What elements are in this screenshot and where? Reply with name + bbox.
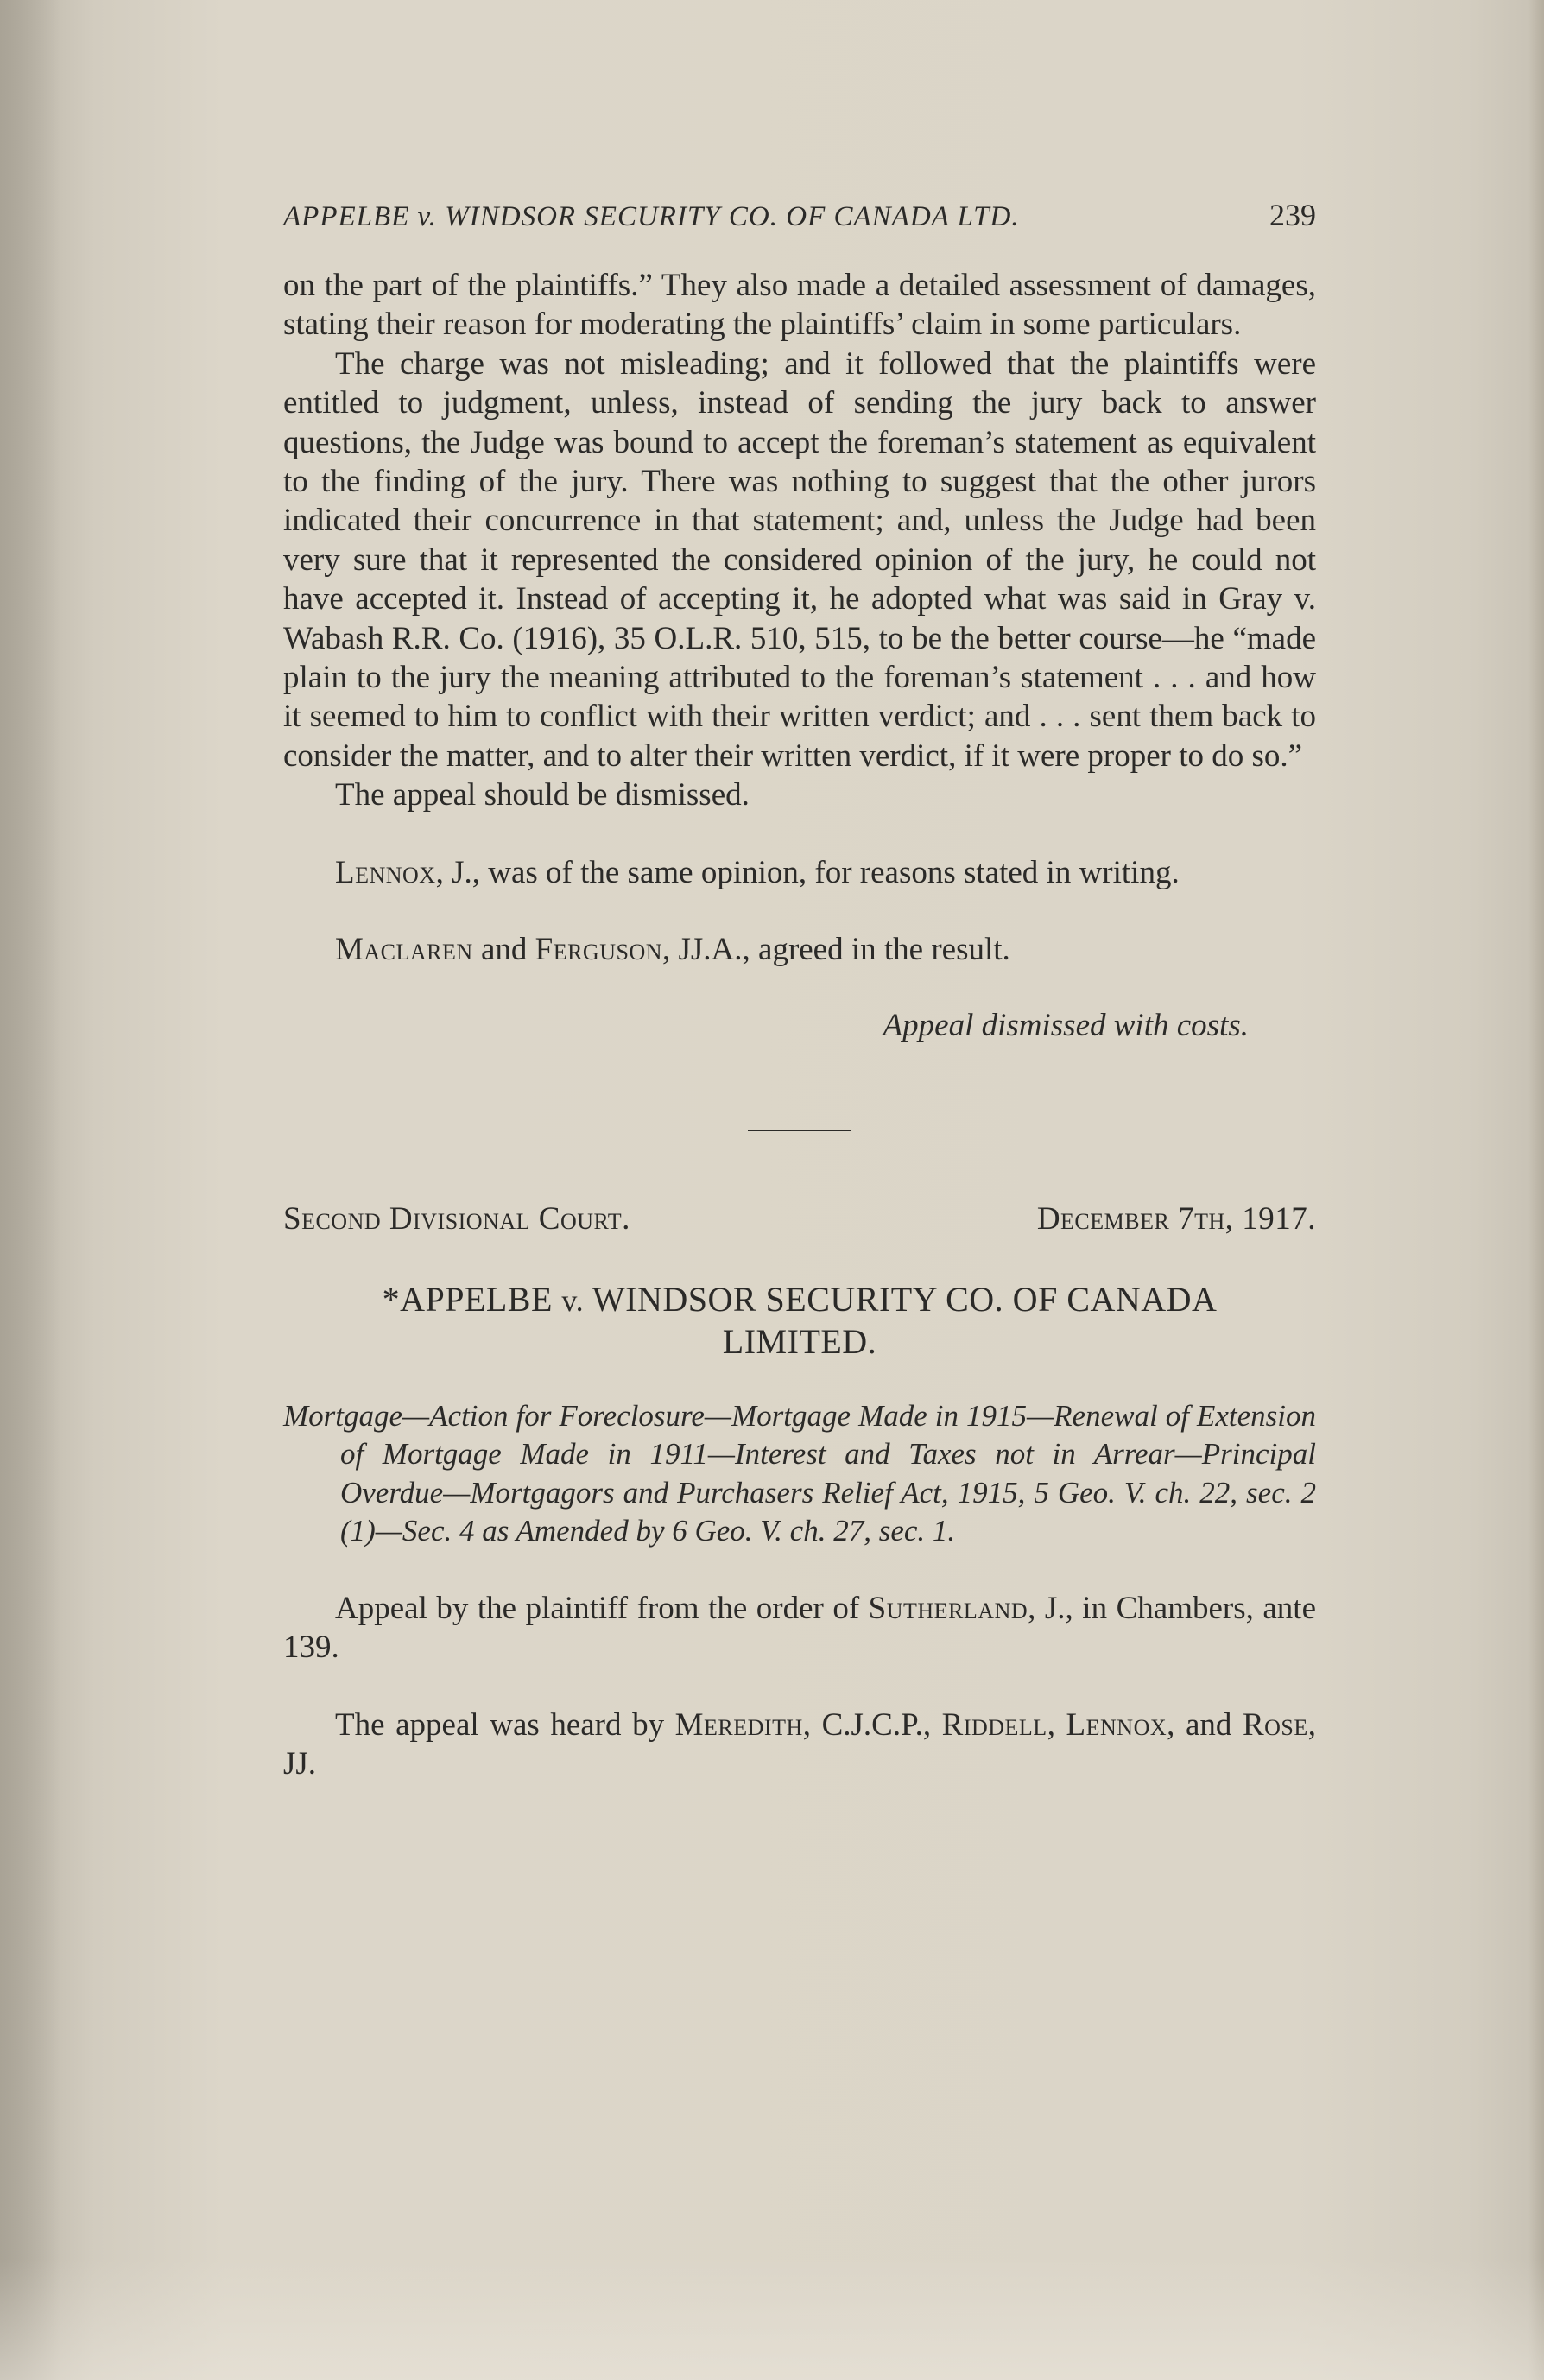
judge-name: Lennox [1066, 1706, 1167, 1743]
judge-name: Meredith [674, 1706, 803, 1743]
case-title [283, 1279, 1316, 1363]
section-divider [748, 1130, 851, 1131]
disposition: Appeal dismissed with costs. [883, 1007, 1249, 1043]
headnote: Mortgage—Action for Foreclosure—Mortgage Made in 1915—Renewal of Extension of Mortgage Made in 1911—Interest and Taxes not in Arrear—Principal Overdue—Mortgagors and Purchasers Relief Act, 1915, 5 Geo. V. ch. 22, sec. 2 (1)—Sec. 4 as Amended by 6 Geo. V. ch. 27, sec. 1. [283, 1398, 1316, 1548]
connector-text: and [472, 932, 535, 968]
judge-name: Maclaren [335, 932, 473, 968]
heard-text: The appeal was heard by [335, 1706, 675, 1743]
case-title-versus: v. [561, 1282, 585, 1318]
lennox-opinion [283, 853, 1316, 892]
case-title-prefix: *APPELBE [382, 1279, 562, 1319]
decision-date: December 7th, 1917. [1036, 1200, 1316, 1237]
judge-name: Rose [1242, 1706, 1308, 1743]
concurrence [283, 930, 1316, 969]
page-content [283, 197, 1316, 1784]
page-number: 239 [1269, 198, 1316, 232]
appeal-statement [283, 1589, 1316, 1668]
heard-text: , C.J.C.P., [802, 1706, 942, 1743]
running-head-title: APPELBE v. WINDSOR SECURITY CO. OF CANADA LTD. [283, 201, 1020, 232]
paragraph-charge: The charge was not misleading; and it followed that the plaintiffs were entitled to judgment, unless, instead of sending the jury back to answer questions, the Judge was bound to accept the foreman’s statement as equivalent to the finding of the jury. There was nothing to suggest that the other jurors indicated their concurrence in that statement; and, unless the Judge had been very sure that it represented the considered opinion of the jury, he could not have accepted it. Instead of accepting it, he adopted what was said in Gray v. Wabash R.R. Co. (1916), 35 O.L.R. 510, 515, to be the better course—he “made plain to the jury the meaning attributed to the foreman’s statement . . . and how it seemed to him to conflict with their written verdict; and . . . sent them back to consider the matter, and to alter their written verdict, if it were proper to do so.” [283, 345, 1316, 774]
case-title-line-1 [283, 1279, 1316, 1321]
running-head [283, 197, 1316, 233]
paragraph-continuation: on the part of the plaintiffs.” They also made a detailed assessment of damages, stating their reason for moderating the plaintiffs’ claim in some particulars. [283, 268, 1316, 343]
court-date-line [283, 1200, 1316, 1237]
case-title-line-2: LIMITED. [722, 1321, 877, 1361]
judge-name: Ferguson [535, 932, 662, 968]
page-bottom-fade [0, 2259, 1544, 2380]
case-title-suffix: WINDSOR SECURITY CO. OF CANADA [584, 1279, 1218, 1319]
heard-text: , and [1167, 1706, 1243, 1743]
binding-gutter-shadow [0, 0, 60, 2380]
appeal-text: , J., in Chambers, ante 139. [283, 1590, 1316, 1666]
concurrence-text: , JJ.A., agreed in the result. [662, 932, 1010, 968]
opinion-text: , J., was of the same opinion, for reasons stated in writing. [435, 854, 1180, 890]
page-edge-shadow [1528, 0, 1544, 2380]
judge-name: Lennox [335, 854, 436, 890]
heard-text: , JJ. [283, 1706, 1316, 1782]
paragraph-conclusion: The appeal should be dismissed. [335, 777, 750, 813]
judge-name: Riddell [941, 1706, 1047, 1743]
court-name: Second Divisional Court. [283, 1200, 630, 1237]
judge-name: Sutherland [868, 1590, 1028, 1626]
heard-text: , [1047, 1706, 1066, 1743]
heard-by [283, 1706, 1316, 1784]
appeal-text: Appeal by the plaintiff from the order of [335, 1590, 869, 1626]
